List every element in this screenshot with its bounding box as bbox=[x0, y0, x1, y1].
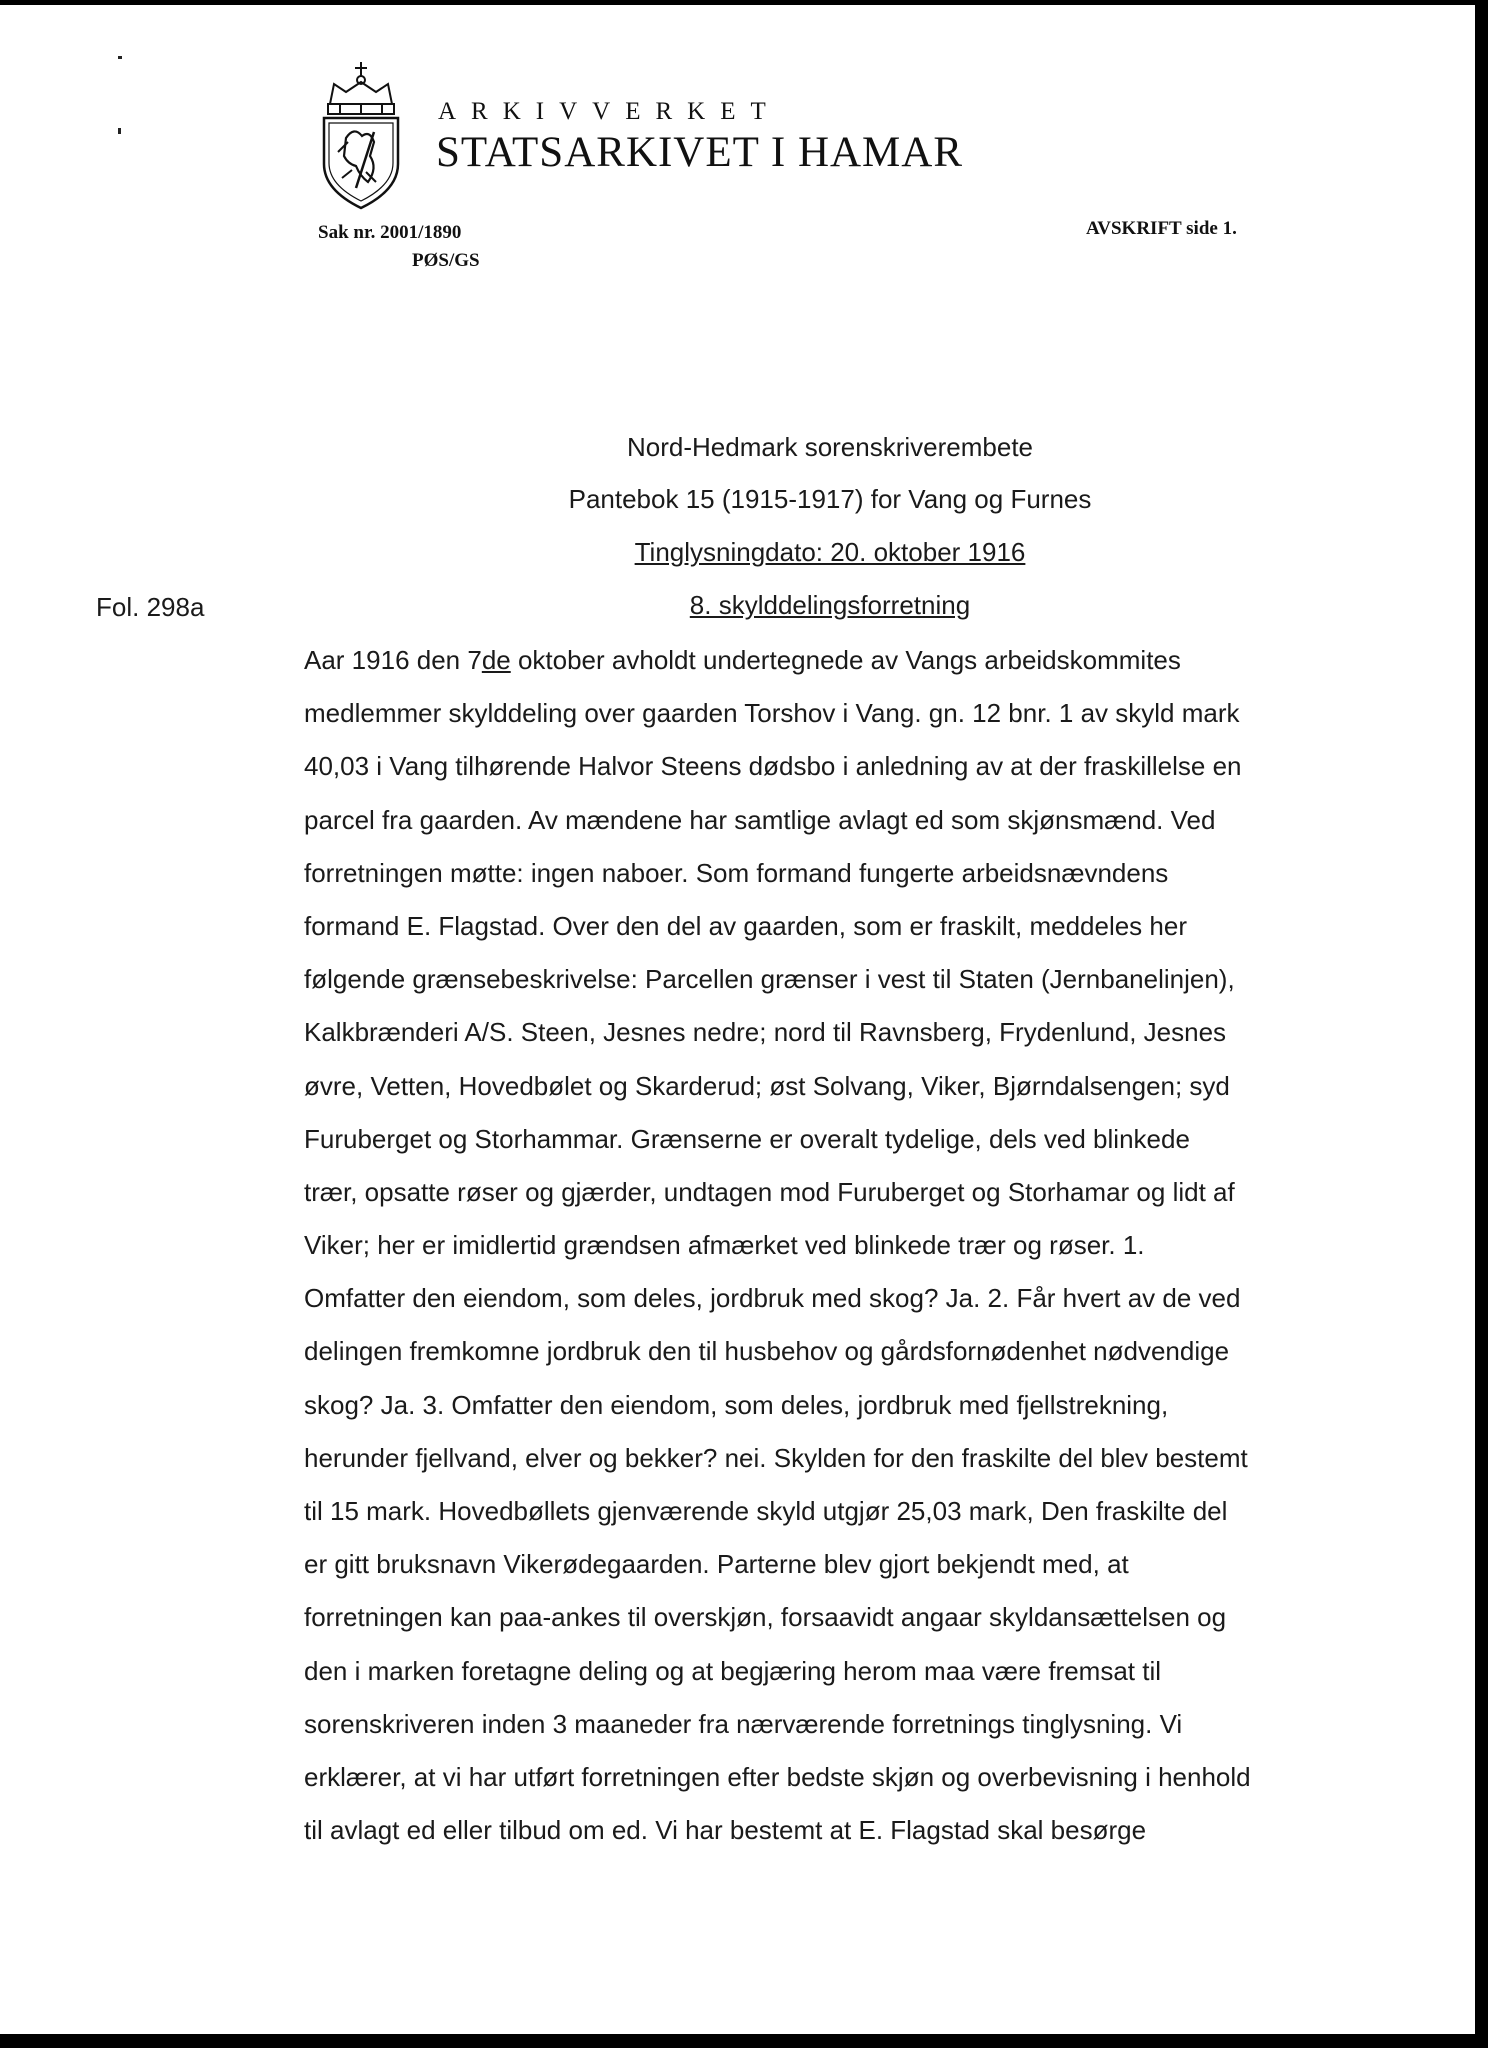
body-line-end: oktober avholdt undertegnede av Vangs arbeidskommites bbox=[510, 645, 1181, 675]
scan-speck bbox=[118, 128, 121, 134]
body-line: sorenskriveren inden 3 maaneder fra nærværende forretnings tinglysning. Vi bbox=[304, 1708, 1183, 1739]
body-line: til 15 mark. Hovedbøllets gjenværende skyld utgjør 25,03 mark, Den fraskilte del bbox=[304, 1496, 1228, 1526]
body-line: forretningen møtte: ingen naboer. Som formand fungerte arbeidsnævndens bbox=[304, 857, 1169, 888]
body-line: følgende grænsebeskrivelse: Parcellen grænser i vest til Staten (Jernbanelinjen), bbox=[304, 964, 1235, 995]
archive-name-large: STATSARKIVET I HAMAR bbox=[436, 129, 964, 176]
coat-of-arms-logo bbox=[318, 60, 404, 210]
body-line-underlined: de bbox=[481, 645, 511, 675]
body-line: øvre, Vetten, Hovedbølet og Skarderud; øst Solvang, Viker, Bjørndalsengen; syd bbox=[304, 1070, 1230, 1101]
body-line: den i marken foretagne deling og at begjæring herom maa være fremsat til bbox=[304, 1655, 1161, 1686]
transcript-page-label: AVSKRIFT side 1. bbox=[1086, 218, 1237, 239]
body-line: forretningen kan paa-ankes til overskjøn, forsaavidt angaar skyldansættelsen og bbox=[304, 1602, 1227, 1633]
body-line: skog? Ja. 3. Omfatter den eiendom, som deles, jordbruk med fjellstrekning, bbox=[304, 1389, 1169, 1420]
body-line: trær, opsatte røser og gjærder, undtagen mod Furuberget og Storhamar og lidt af bbox=[304, 1176, 1235, 1207]
body-line: Kalkbrænderi A/S. Steen, Jesnes nedre; nord til Ravnsberg, Frydenlund, Jesnes bbox=[304, 1017, 1227, 1048]
transcript-body bbox=[304, 634, 1364, 1857]
body-line: er gitt bruksnavn Vikerødegaarden. Parterne blev gjort bekjendt med, at bbox=[304, 1549, 1129, 1580]
body-line: medlemmer skylddeling over gaarden Torshov i Vang. gn. 12 bnr. 1 av skyld mark bbox=[304, 698, 1240, 729]
body-line: formand E. Flagstad. Over den del av gaarden, som er fraskilt, meddeles her bbox=[304, 910, 1187, 941]
body-line-start: Aar 1916 den 7 bbox=[304, 645, 482, 675]
scan-edge-top bbox=[0, 0, 1488, 5]
body-line: Furuberget og Storhammar. Grænserne er overalt tydelige, dels ved blinkede bbox=[304, 1123, 1190, 1154]
scan-speck bbox=[118, 56, 122, 59]
body-line: Viker; her er imidlertid grændsen afmærket ved blinkede trær og røser. 1. bbox=[304, 1230, 1145, 1261]
court-office-heading: Nord-Hedmark sorenskriverembete bbox=[626, 432, 1034, 462]
archive-name-small: ARKIVVERKET bbox=[438, 98, 781, 125]
registration-date-heading: Tinglysningdato: 20. oktober 1916 bbox=[634, 537, 1026, 567]
body-line: erklærer, at vi har utført forretningen efter bedste skjøn og overbevisning i henhold bbox=[304, 1761, 1251, 1792]
case-number: Sak nr. 2001/1890 bbox=[318, 222, 462, 243]
folio-reference: Fol. 298a bbox=[96, 592, 205, 622]
book-heading: Pantebok 15 (1915-1917) for Vang og Furnes bbox=[568, 484, 1092, 514]
case-initials: PØS/GS bbox=[412, 250, 480, 271]
item-heading: 8. skylddelingsforretning bbox=[689, 590, 971, 620]
scan-edge-bottom bbox=[0, 2034, 1488, 2048]
body-line: herunder fjellvand, elver og bekker? nei. Skylden for den fraskilte del blev bestemt bbox=[304, 1442, 1248, 1473]
body-line: delingen fremkomne jordbruk den til husbehov og gårdsfornødenhet nødvendige bbox=[304, 1336, 1230, 1367]
body-line: til avlagt ed eller tilbud om ed. Vi har bestemt at E. Flagstad skal besørge bbox=[304, 1815, 1147, 1846]
body-line bbox=[304, 634, 1364, 687]
body-line: Omfatter den eiendom, som deles, jordbruk med skog? Ja. 2. Får hvert av de ved bbox=[304, 1283, 1241, 1314]
body-line: 40,03 i Vang tilhørende Halvor Steens dødsbo i anledning av at der fraskillelse en bbox=[304, 751, 1242, 782]
scan-edge-right bbox=[1475, 0, 1488, 2048]
body-line: parcel fra gaarden. Av mændene har samtlige avlagt ed som skjønsmænd. Ved bbox=[304, 804, 1216, 835]
